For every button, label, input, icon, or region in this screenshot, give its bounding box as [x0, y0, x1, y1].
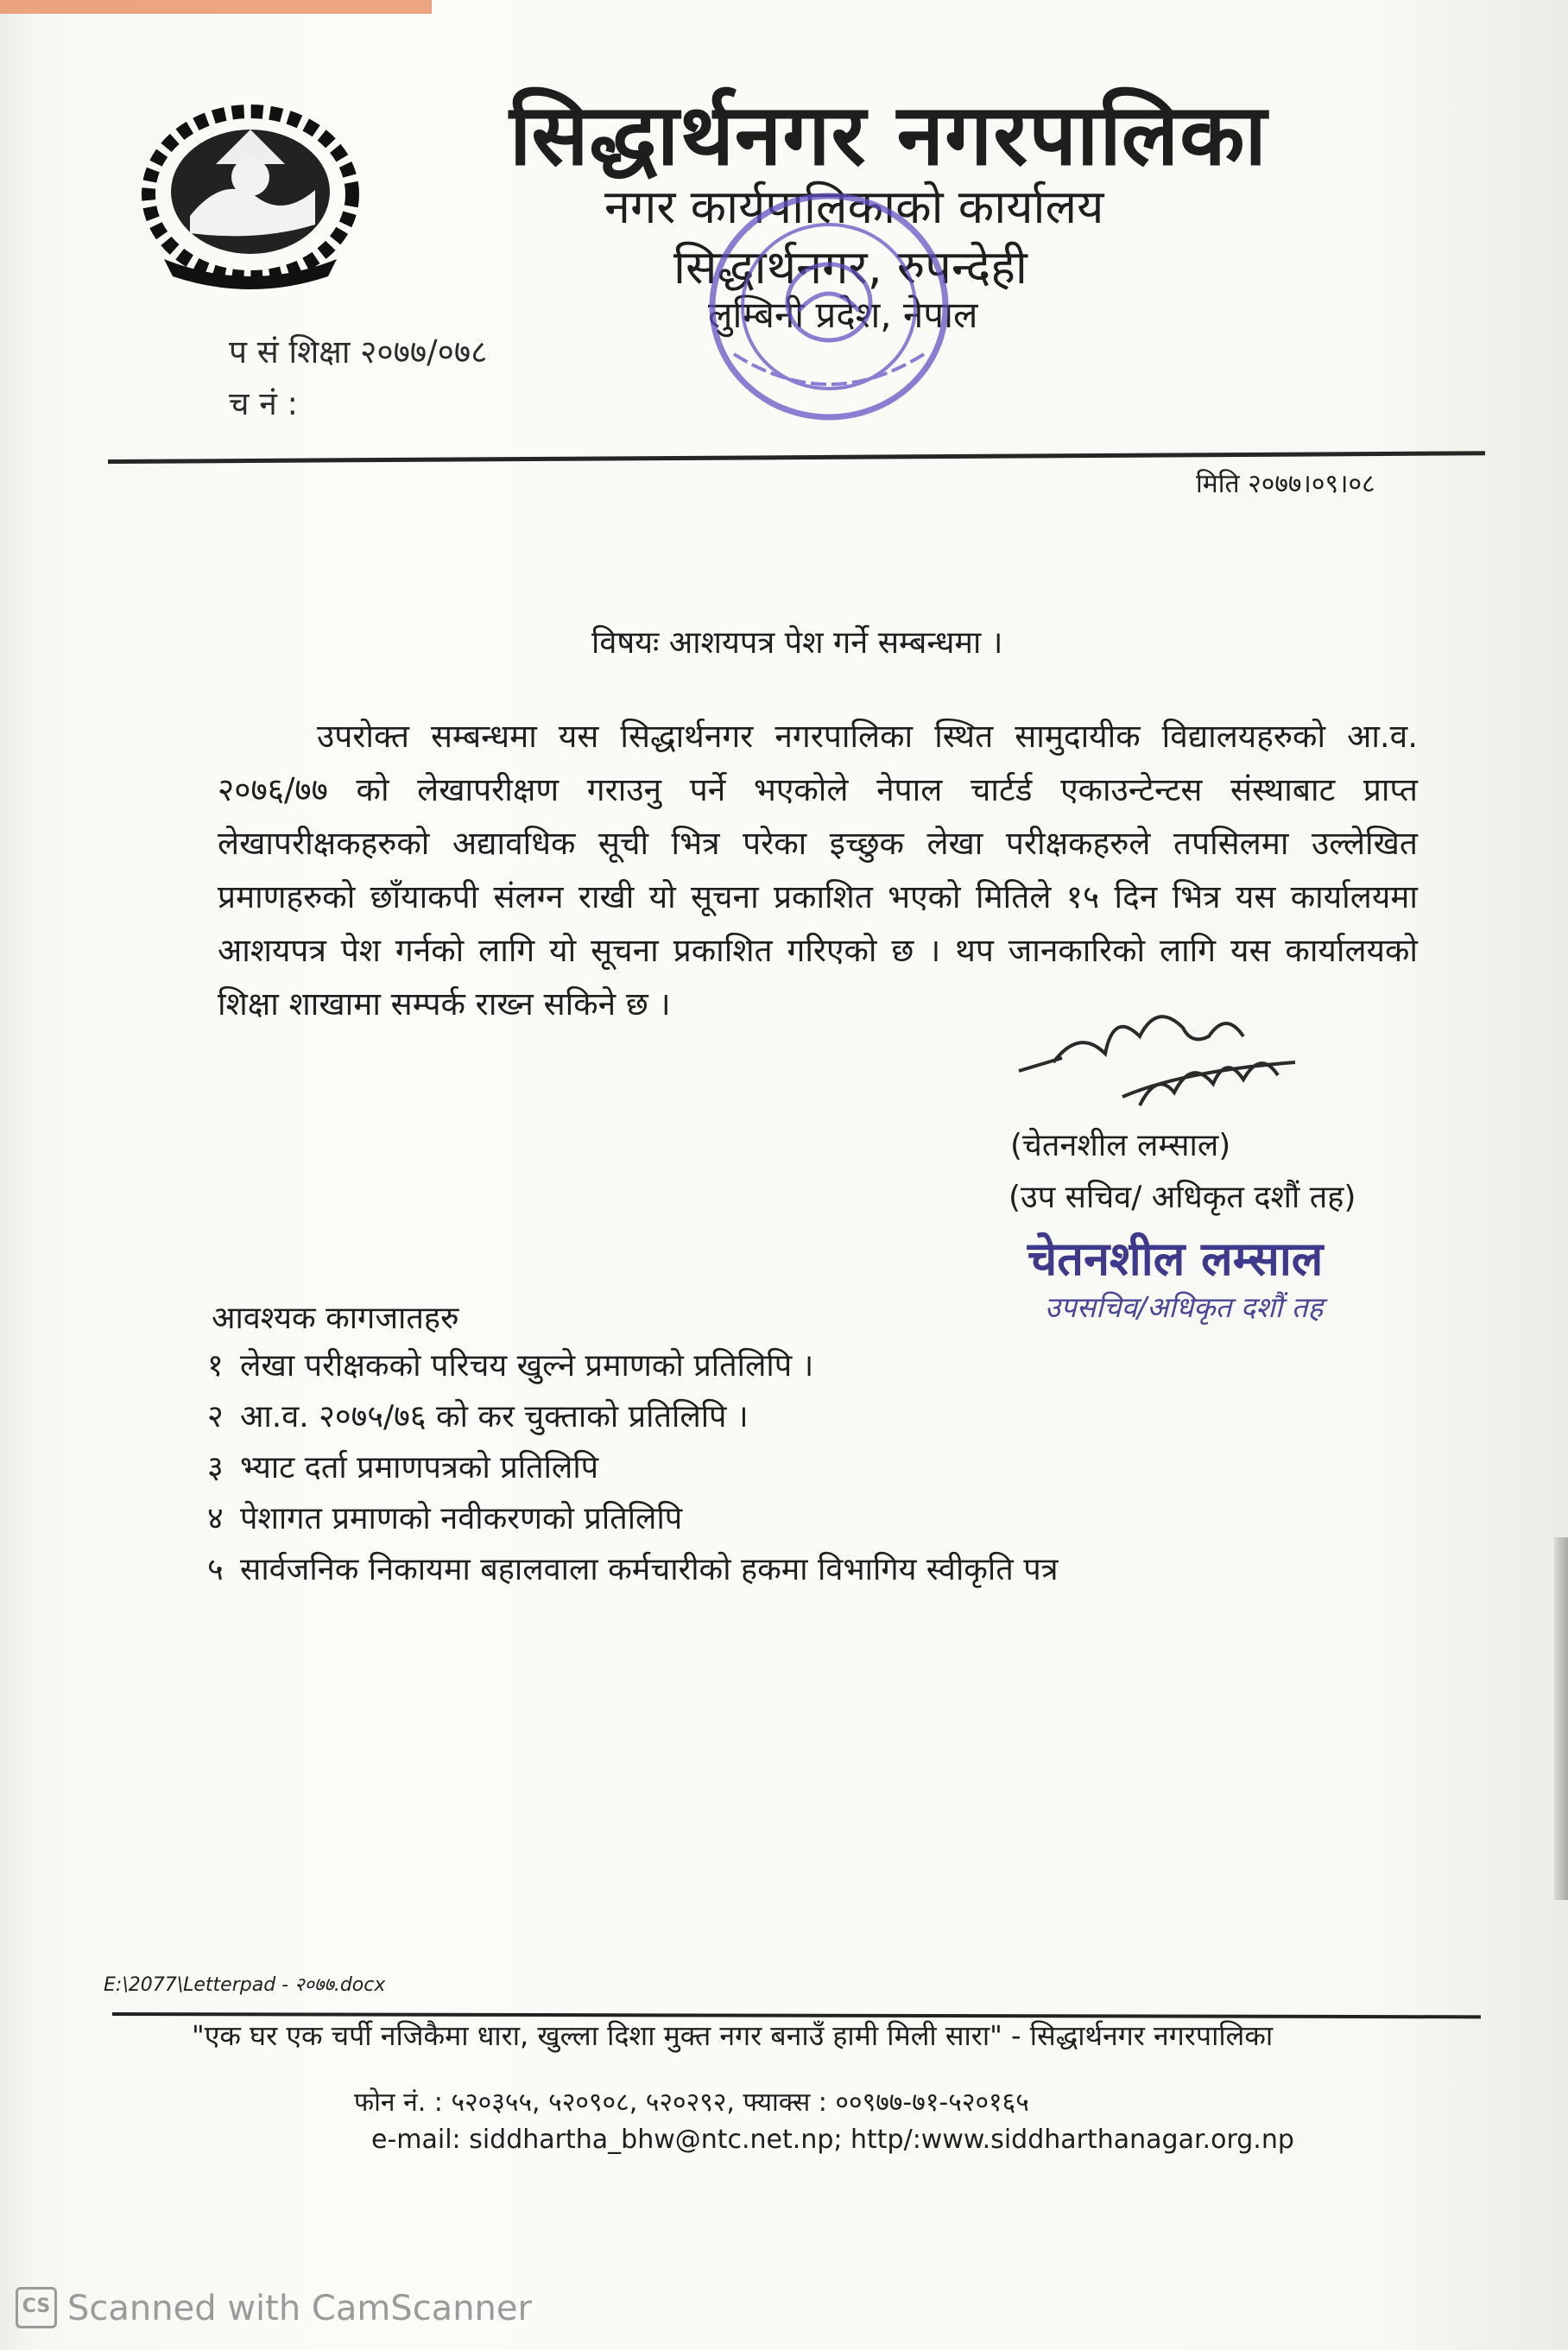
documents-heading: आवश्यक कागजातहरु — [212, 1301, 459, 1336]
footer-motto: "एक घर एक चर्पी नजिकैमा धारा, खुल्ला दिशा मुक्त नगर बनाउँ हामी मिली सारा" - सिद्धार्थनगर नगरपालिका — [192, 2019, 1274, 2052]
office-place: सिद्धार्थनगर, रुपन्देही — [673, 240, 1027, 295]
footer-phone: फोन नं. : ५२०३५५, ५२०९०८, ५२०२९२, फ्याक्स : ००९७७-७१-५२०१६५ — [354, 2087, 1029, 2118]
documents-list — [207, 1343, 1059, 1598]
round-office-stamp-icon — [699, 181, 958, 432]
signatory-stamp-title: उपसचिव/अधिकृत दशौं तह — [1045, 1290, 1324, 1324]
top-color-strip — [0, 0, 432, 14]
letter-body: उपरोक्त सम्बन्धमा यस सिद्धार्थनगर नगरपालिका स्थित सामुदायीक विद्यालयहरुको आ.व. २०७६/७७ को लेखापरीक्षण गराउनु पर्ने भएकोले नेपाल चार्टर्ड एकाउन्टेन्टस संस्थाबाट प्राप्त लेखापरीक्षकहरुको अद्यावधिक सूची भित्र परेका इच्छुक लेखा परीक्षकहरुले तपसिलमा उल्लेखित प्रमाणहरुको छाँयाकपी संलग्न राखी यो सूचना प्रकाशित भएको मितिले १५ दिन भित्र यस कार्यालयमा आशयपत्र पेश गर्नको लागि यो सूचना प्रकाशित गरिएको छ । थप जानकारिको लागि यस कार्यालयको शिक्षा शाखामा सम्पर्क राख्न सकिने छ । — [218, 718, 1418, 1023]
handwritten-signature-icon — [1010, 976, 1304, 1131]
list-item: ४ पेशागत प्रमाणको नवीकरणको प्रतिलिपि — [207, 1501, 683, 1536]
signatory-title: (उप सचिव/ अधिकृत दशौं तह) — [1008, 1180, 1356, 1215]
list-item: १ लेखा परीक्षकको परिचय खुल्ने प्रमाणको प्रतिलिपि । — [207, 1348, 814, 1384]
list-item: २ आ.व. २०७५/७६ को कर चुक्ताको प्रतिलिपि । — [207, 1399, 749, 1435]
list-item: ३ भ्याट दर्ता प्रमाणपत्रको प्रतिलिपि — [207, 1450, 599, 1485]
signatory-name: (चेतनशील लम्साल) — [1010, 1128, 1231, 1163]
signatory-stamp-name: चेतनशील लम्साल — [1027, 1232, 1324, 1286]
office-province: लुम्बिनी प्रदेश, नेपाल — [708, 294, 978, 336]
municipality-title: सिद्धार्थनगर नगरपालिका — [509, 86, 1268, 185]
dispatch-number: च नं : — [229, 385, 299, 422]
reference-number: प सं शिक्षा २०७७/०७८ — [229, 333, 488, 371]
list-item: ५ सार्वजनिक निकायमा बहालवाला कर्मचारीको हकमा विभागिय स्वीकृति पत्र — [207, 1552, 1059, 1587]
letter-date: मिति २०७७।०९।०८ — [1196, 469, 1375, 499]
letter-subject: विषयः आशयपत्र पेश गर्ने सम्बन्धमा । — [591, 625, 1003, 661]
file-path: E:\2077\Letterpad - २०७७.docx — [104, 1974, 386, 1996]
office-name: नगर कार्यपालिकाको कार्यालय — [604, 180, 1104, 234]
camscanner-logo-icon: CS — [16, 2287, 57, 2328]
scanner-watermark: Scanned with CamScanner — [67, 2289, 532, 2328]
footer-email: e-mail: siddhartha_bhw@ntc.net.np; http/:www.siddharthanagar.org.np — [371, 2125, 1294, 2155]
page-edge-shadow — [1554, 1537, 1568, 1900]
nepal-emblem-icon — [130, 95, 371, 294]
